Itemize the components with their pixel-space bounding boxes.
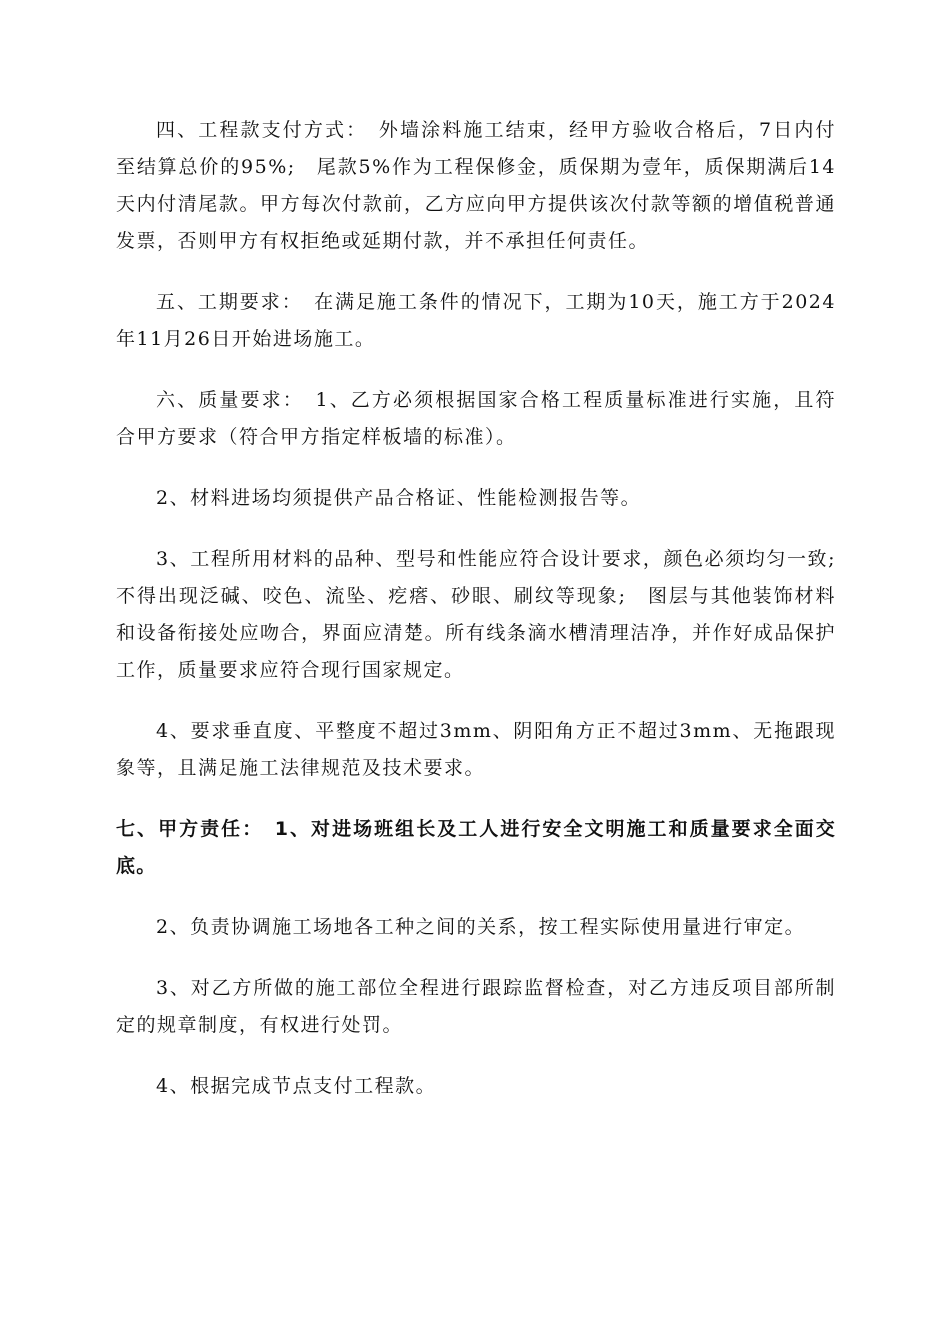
- clause-quality-item-1: 六、质量要求： 1、乙方必须根据国家合格工程质量标准进行实施，且符合甲方要求（符合甲方指定样板墙的标准）。: [116, 389, 836, 448]
- clause-payment-method: 四、工程款支付方式： 外墙涂料施工结束，经甲方验收合格后，7日内付至结算总价的95%; 尾款5%作为工程保修金，质保期为壹年，质保期满后14天内付清尾款。甲方每次付款前，乙方应向甲方提供该次付款等额的增值税普通发票，否则甲方有权拒绝或延期付款，并不承担任何责任。: [116, 119, 836, 252]
- clause-party-a-duty-1: 七、甲方责任： 1、对进场班组长及工人进行安全文明施工和质量要求全面交底。: [116, 818, 836, 877]
- clause-quality-item-2: 2、材料进场均须提供产品合格证、性能检测报告等。: [156, 487, 642, 509]
- clause-party-a-duty-4: 4、根据完成节点支付工程款。: [156, 1075, 437, 1097]
- clause-schedule: 五、工期要求： 在满足施工条件的情况下，工期为10天，施工方于2024年11月26日开始进场施工。: [116, 291, 836, 350]
- clause-quality-item-4: 4、要求垂直度、平整度不超过3mm、阴阳角方正不超过3mm、无拖跟现象等，且满足施工法律规范及技术要求。: [116, 720, 836, 779]
- clause-party-a-duty-2: 2、负责协调施工场地各工种之间的关系，按工程实际使用量进行审定。: [156, 916, 806, 938]
- document-body: [116, 112, 857, 1129]
- clause-quality-item-3: 3、工程所用材料的品种、型号和性能应符合设计要求，颜色必须均匀一致; 不得出现泛碱、咬色、流坠、疙瘩、砂眼、刷纹等现象; 图层与其他装饰材料和设备衔接处应吻合，界面应清楚。所有线条滴水槽清理洁净，并作好成品保护工作，质量要求应符合现行国家规定。: [116, 548, 857, 681]
- clause-party-a-duty-3: 3、对乙方所做的施工部位全程进行跟踪监督检查，对乙方违反项目部所制定的规章制度，有权进行处罚。: [116, 977, 836, 1036]
